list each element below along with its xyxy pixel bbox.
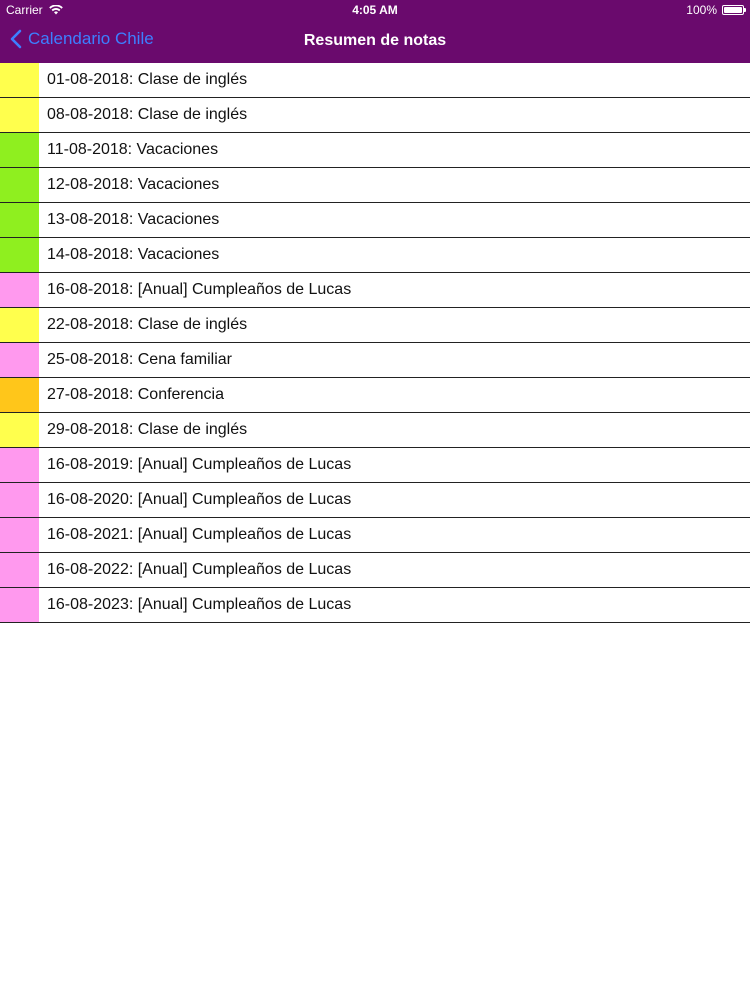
note-color-swatch [0,168,39,202]
note-color-swatch [0,238,39,272]
list-item[interactable] [0,553,750,588]
note-color-swatch [0,133,39,167]
note-label: 08-08-2018: Clase de inglés [47,106,248,123]
navigation-bar [0,20,750,63]
status-time: 4:05 AM [352,3,398,17]
battery-indicator [686,3,744,17]
list-item[interactable] [0,133,750,168]
note-color-swatch [0,98,39,132]
note-label: 16-08-2022: [Anual] Cumpleaños de Lucas [47,561,352,578]
header [0,0,750,63]
note-label: 13-08-2018: Vacaciones [47,211,220,228]
list-item[interactable] [0,378,750,413]
list-item[interactable] [0,63,750,98]
note-label: 01-08-2018: Clase de inglés [47,71,248,88]
note-color-swatch [0,448,39,482]
list-item[interactable] [0,343,750,378]
list-item[interactable] [0,483,750,518]
list-item[interactable] [0,308,750,343]
notes-list [0,63,750,623]
battery-percentage: 100% [686,3,717,17]
note-label: 27-08-2018: Conferencia [47,386,225,403]
note-color-swatch [0,378,39,412]
list-item[interactable] [0,98,750,133]
note-color-swatch [0,588,39,622]
note-label: 29-08-2018: Clase de inglés [47,421,248,438]
note-color-swatch [0,308,39,342]
note-label: 16-08-2023: [Anual] Cumpleaños de Lucas [47,596,352,613]
list-item[interactable] [0,203,750,238]
note-label: 16-08-2019: [Anual] Cumpleaños de Lucas [47,456,352,473]
note-color-swatch [0,203,39,237]
back-button-label: Calendario Chile [28,29,154,48]
note-color-swatch [0,413,39,447]
list-item[interactable] [0,588,750,623]
battery-icon [722,5,744,15]
status-bar [0,0,750,20]
note-label: 12-08-2018: Vacaciones [47,176,220,193]
list-item[interactable] [0,448,750,483]
list-item[interactable] [0,518,750,553]
note-color-swatch [0,483,39,517]
note-label: 22-08-2018: Clase de inglés [47,316,248,333]
note-color-swatch [0,343,39,377]
note-label: 16-08-2021: [Anual] Cumpleaños de Lucas [47,526,352,543]
page-title: Resumen de notas [303,32,447,49]
note-label: 11-08-2018: Vacaciones [47,141,219,158]
note-color-swatch [0,553,39,587]
note-label: 25-08-2018: Cena familiar [47,351,232,368]
list-item[interactable] [0,238,750,273]
carrier-label: Carrier [6,3,43,17]
list-item[interactable] [0,273,750,308]
note-color-swatch [0,518,39,552]
note-color-swatch [0,273,39,307]
note-color-swatch [0,63,39,97]
list-item[interactable] [0,413,750,448]
note-label: 16-08-2018: [Anual] Cumpleaños de Lucas [47,281,352,298]
list-item[interactable] [0,168,750,203]
note-label: 16-08-2020: [Anual] Cumpleaños de Lucas [47,491,352,508]
note-label: 14-08-2018: Vacaciones [47,246,220,263]
